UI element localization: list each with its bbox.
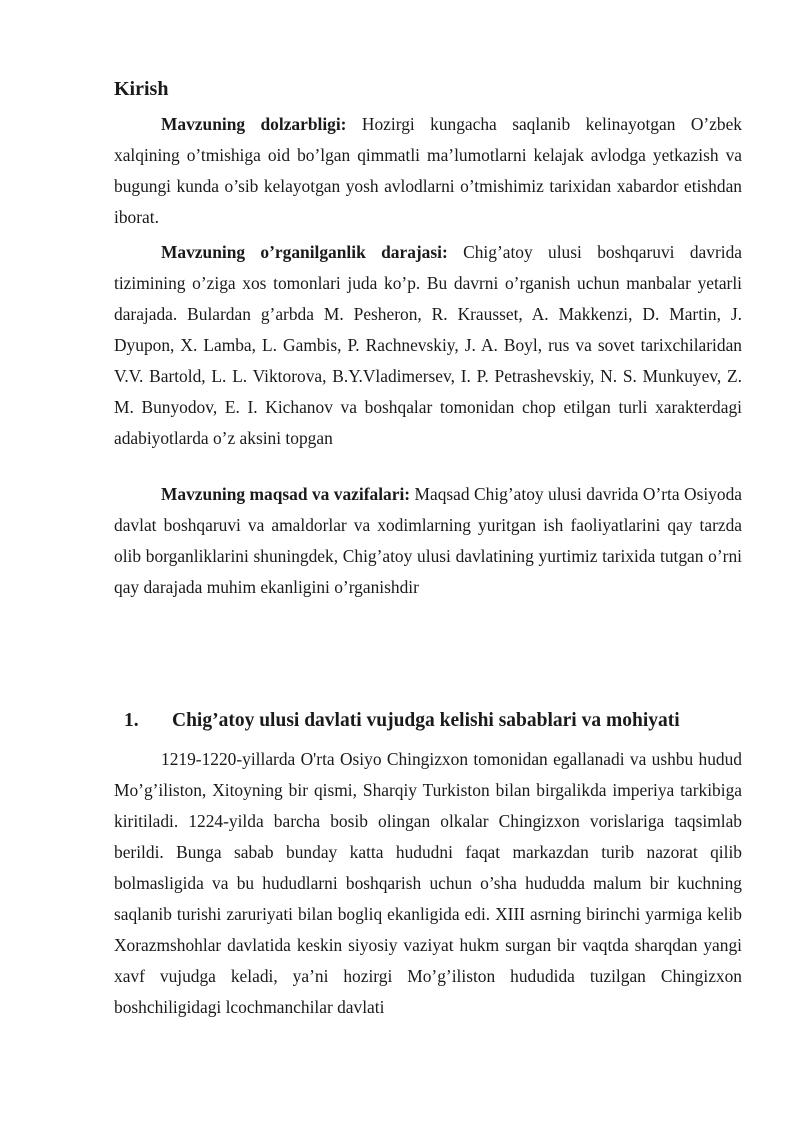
paragraph-relevance (114, 109, 742, 233)
relevance-text: Hozirgi kungacha saqlanib kelinayotgan O’zbek xalqining o’tmishiga oid bo’lgan qimmatli ma’lumotlarni kelajak avlodga yetkazish va bugungi kunda o’sib kelayotgan yosh avlodlarni o’tmishimiz tarixidan xabardor etishdan iborat. (114, 114, 742, 227)
study-degree-text: Chig’atoy ulusi boshqaruvi davrida tizimining o’ziga xos tomonlari juda ko’p. Bu davrni o’rganish uchun manbalar yetarli darajada. Bulardan g’arbda M. Pesheron, R. Krausset, A. Makkenzi, D. Martin, J. Dyupon, X. Lamba, L. Gambis, P. Rachnevskiy, J. A. Boyl, rus va sovet tarixchilaridan V.V. Bartold, L. L. Viktorova, B.Y.Vladimersev, I. P. Petrashevskiy, N. S. Munkuyev, Z. M. Bunyodov, E. I. Kichanov va boshqalar tomonidan chop etilgan turli xarakterdagi adabiyotlarda o’z aksini topgan (114, 242, 742, 448)
paragraph-goals (114, 479, 742, 603)
section-paragraph: 1219-1220-yillarda O'rta Osiyo Chingizxon tomonidan egallanadi va ushbu hudud Mo’g’iliston, Xitoyning bir qismi, Sharqiy Turkiston bilan birgalikda imperiya tarkibiga kiritiladi. 1224-yilda barcha bosib olingan olkalar Chingizxon vorislariga taqsimlab berildi. Bunga sabab bunday katta hududni faqat markazdan turib nazorat qilib bolmasligida va bu hududlarni boshqarish uchun o’sha hududda malum bir kuchning saqlanib turishi zaruriyati bilan bogliq ekanligida edi. XIII asrning birinchi yarmiga kelib Xorazmshohlar davlatida keskin siyosiy vaziyat hukm surgan bir vaqtda sharqdan yangi xavf vujudga keladi, ya’ni hozirgi Mo’g’iliston hududida tuzilgan Chingizxon boshchiligidagi lcochmanchilar davlati (114, 749, 742, 1017)
relevance-label: Mavzuning dolzarbligi: (161, 114, 347, 134)
goals-label: Mavzuning maqsad va vazifalari: (161, 484, 411, 504)
section-number: 1. (124, 710, 139, 731)
study-degree-label: Mavzuning o’rganilganlik darajasi: (161, 242, 448, 262)
heading-kirish: Kirish (114, 78, 169, 100)
section-heading (124, 704, 764, 738)
paragraph-study-degree (114, 237, 742, 454)
goals-text: Maqsad Chig’atoy ulusi davrida O’rta Osiyoda davlat boshqaruvi va amaldorlar va xodimlarning yuritgan ish faoliyatlarini qay tarzda olib borganliklarini shuningdek, Chig’atoy ulusi davlatining yurtimiz tarixida tutgan o’rni qay darajada muhim ekanligini o’rganishdir (114, 484, 742, 597)
section-title: Chig’atoy ulusi davlati vujudga kelishi sabablari va mohiyati (172, 710, 680, 731)
